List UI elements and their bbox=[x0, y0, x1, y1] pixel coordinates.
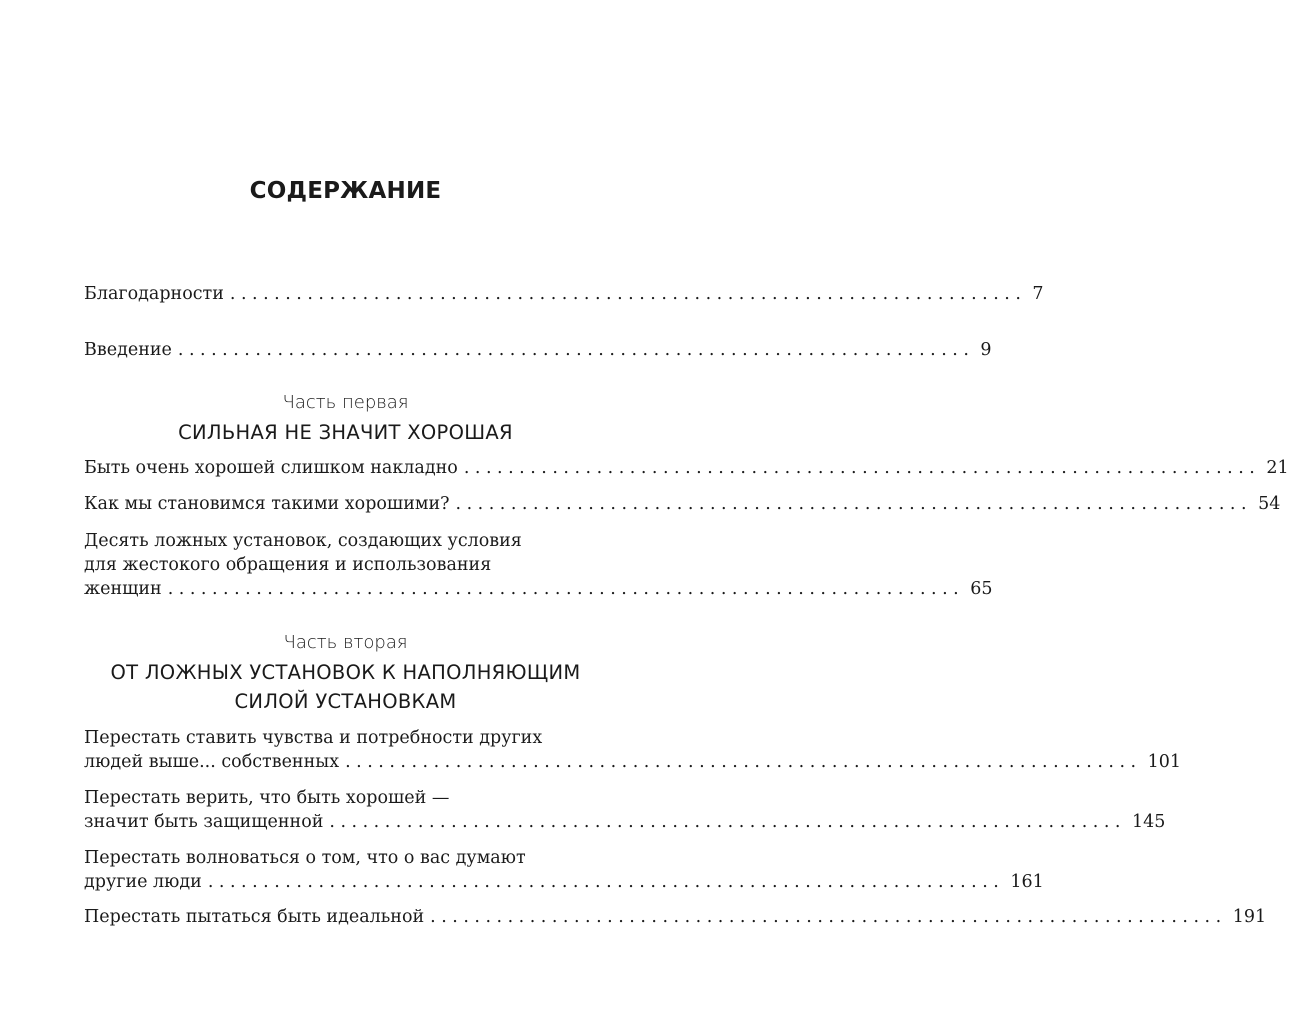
toc-page-number: 161 bbox=[1010, 872, 1044, 892]
toc-entry[interactable] bbox=[84, 905, 1267, 929]
toc-entry-text: Перестать пытаться быть идеальной bbox=[84, 907, 425, 927]
toc-entry-text: людей выше... собственных bbox=[84, 752, 340, 772]
toc-entry-text: Перестать верить, что быть хорошей — bbox=[84, 788, 450, 808]
toc-entry-text: для жестокого обращения и использования bbox=[84, 555, 492, 575]
page-title: СОДЕРЖАНИЕ bbox=[249, 178, 442, 204]
toc-entry-text: Благодарности bbox=[84, 284, 224, 304]
dot-leader: ........................................................................ bbox=[207, 872, 1005, 892]
toc-page-number: 9 bbox=[980, 340, 992, 360]
dot-leader: ........................................................................ bbox=[177, 340, 975, 360]
toc-entry[interactable] bbox=[84, 529, 993, 601]
toc-entry-introduction[interactable] bbox=[84, 338, 992, 362]
toc-page-number: 54 bbox=[1258, 494, 1281, 514]
part-two-title bbox=[0, 658, 691, 716]
toc-entry-text: Перестать волноваться о том, что о вас думают bbox=[84, 848, 526, 868]
toc-entry[interactable] bbox=[84, 492, 1281, 516]
toc-page-number: 191 bbox=[1232, 907, 1267, 927]
toc-entry[interactable] bbox=[84, 786, 1166, 834]
part-title-line: СИЛЬНАЯ НЕ ЗНАЧИТ ХОРОШАЯ bbox=[178, 421, 513, 444]
toc-entry-text: Введение bbox=[84, 340, 172, 360]
dot-leader: ........................................................................ bbox=[463, 458, 1261, 478]
toc-page-number: 7 bbox=[1032, 284, 1044, 304]
toc-entry-text: Как мы становимся такими хорошими? bbox=[84, 494, 450, 514]
toc-entry-text: Десять ложных установок, создающих условия bbox=[84, 531, 522, 551]
part-one-label: Часть первая bbox=[282, 392, 409, 413]
toc-entry-text: значит быть защищенной bbox=[84, 812, 324, 832]
dot-leader: ........................................................................ bbox=[345, 752, 1142, 772]
dot-leader: ........................................................................ bbox=[455, 494, 1253, 514]
toc-entry-text: другие люди bbox=[84, 872, 202, 892]
toc-page-number: 21 bbox=[1266, 458, 1289, 478]
dot-leader: ........................................................................ bbox=[229, 284, 1027, 304]
part-two-label: Часть вторая bbox=[283, 632, 408, 653]
toc-entry-text: Перестать ставить чувства и потребности других bbox=[84, 728, 543, 748]
toc-entry[interactable] bbox=[84, 846, 1044, 894]
toc-entry[interactable] bbox=[84, 726, 1181, 774]
part-one-title bbox=[0, 418, 691, 447]
dot-leader: ........................................................................ bbox=[329, 812, 1126, 832]
toc-page-number: 101 bbox=[1147, 752, 1181, 772]
toc-page-number: 65 bbox=[970, 579, 993, 599]
toc-entry-text: Быть очень хорошей слишком накладно bbox=[84, 458, 458, 478]
toc-entry[interactable] bbox=[84, 456, 1289, 480]
dot-leader: ........................................................................ bbox=[430, 907, 1227, 927]
toc-page-number: 145 bbox=[1131, 812, 1166, 832]
toc-entry-acknowledgements[interactable] bbox=[84, 282, 1044, 306]
toc-entry-text: женщин bbox=[84, 579, 162, 599]
part-title-line: СИЛОЙ УСТАНОВКАМ bbox=[234, 690, 457, 713]
part-title-line: ОТ ЛОЖНЫХ УСТАНОВОК К НАПОЛНЯЮЩИМ bbox=[110, 661, 581, 684]
dot-leader: ........................................................................ bbox=[167, 579, 965, 599]
